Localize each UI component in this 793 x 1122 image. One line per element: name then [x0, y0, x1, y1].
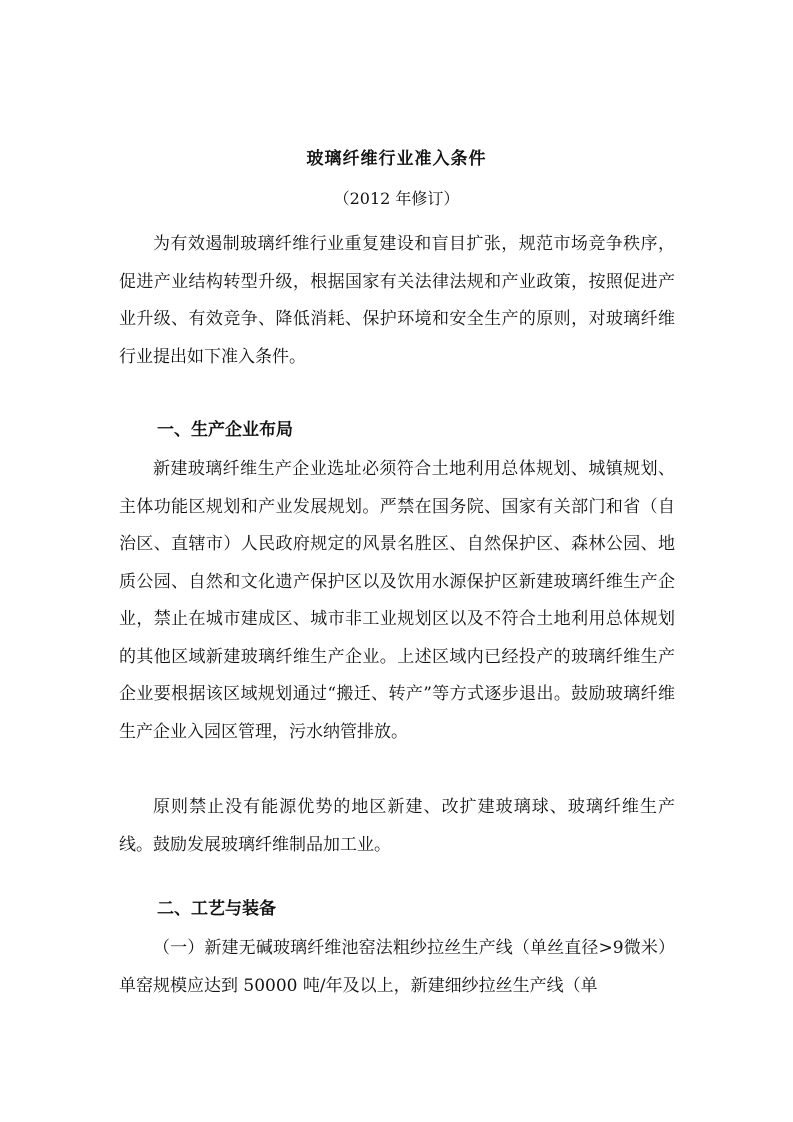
section-1-paragraph-1: 新建玻璃纤维生产企业选址必须符合土地利用总体规划、城镇规划、主体功能区规划和产业发展规划。严禁在国务院、国家有关部门和省（自治区、直辖市）人民政府规定的风景名胜区、自然保护区、森林公园、地质公园、自然和文化遗产保护区以及饮用水源保护区新建玻璃纤维生产企业，禁止在城市建成区、城市非工业规划区以及不符合土地利用总体规划的其他区域新建玻璃纤维生产企业。上述区域内已经投产的玻璃纤维生产企业要根据该区域规划通过“搬迁、转产”等方式逐步退出。鼓励玻璃纤维生产企业入园区管理，污水纳管排放。	[119, 459, 675, 742]
document-title: 玻璃纤维行业准入条件	[306, 149, 487, 169]
document-subtitle: （2012 年修订）	[333, 189, 460, 208]
section-heading-layout: 一、生产企业布局	[157, 420, 293, 440]
section-1-paragraph-2: 原则禁止没有能源优势的地区新建、改扩建玻璃球、玻璃纤维生产线。鼓励发展玻璃纤维制品加工业。	[119, 797, 675, 855]
section-2-paragraph-1: （一）新建无碱玻璃纤维池窑法粗纱拉丝生产线（单丝直径>9微米）单窑规模应达到 50000 吨/年及以上，新建细纱拉丝生产线（单	[119, 938, 675, 996]
intro-paragraph: 为有效遏制玻璃纤维行业重复建设和盲目扩张，规范市场竞争秩序，促进产业结构转型升级，根据国家有关法律法规和产业政策，按照促进产业升级、有效竞争、降低消耗、保护环境和安全生产的原则，对玻璃纤维行业提出如下准入条件。	[119, 234, 675, 367]
section-heading-process: 二、工艺与装备	[157, 899, 276, 919]
